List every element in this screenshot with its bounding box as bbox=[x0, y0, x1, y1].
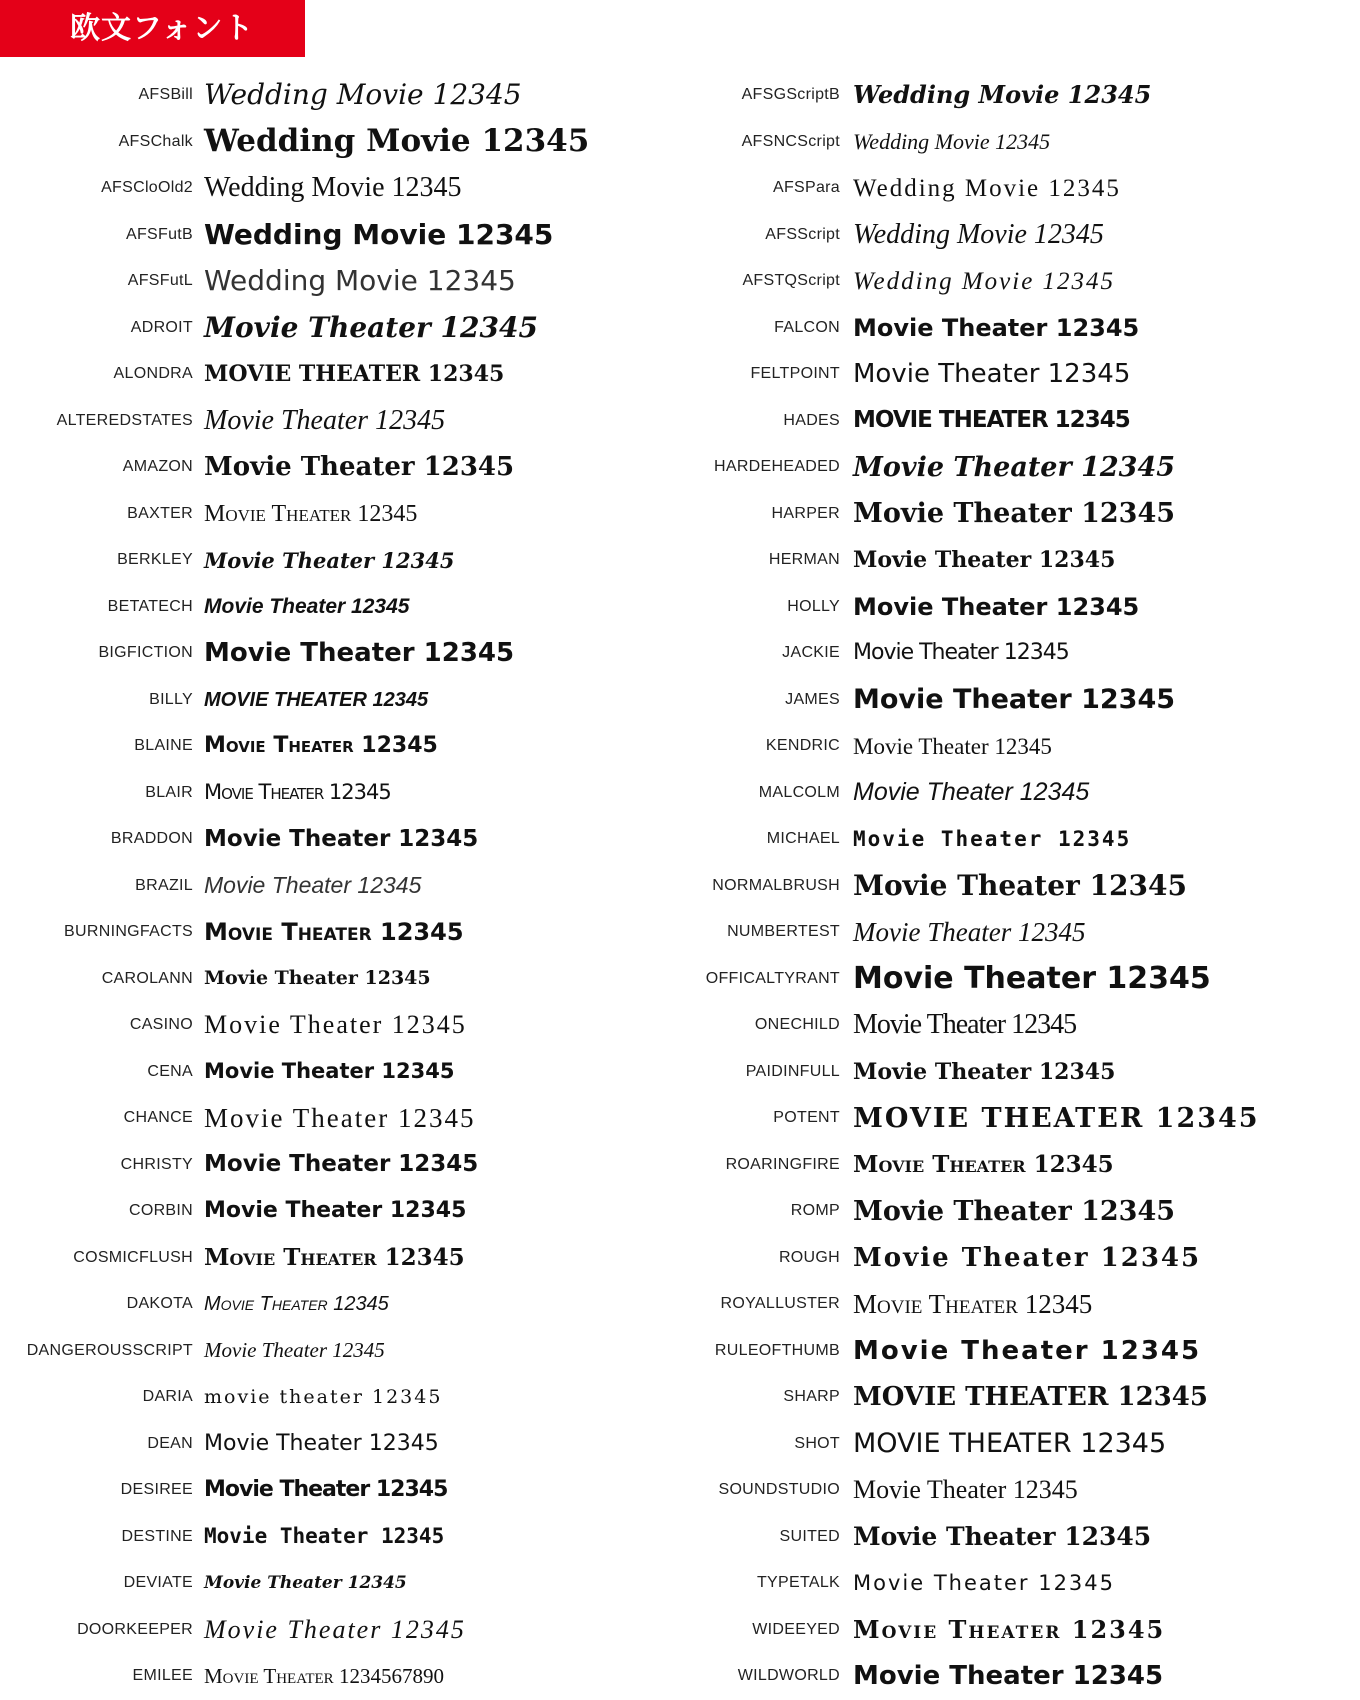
font-sample: Movie Theater 12345 bbox=[853, 451, 1176, 483]
font-name: WIDEEYED bbox=[752, 1620, 840, 1638]
font-name: NUMBERTEST bbox=[727, 923, 840, 941]
font-row bbox=[0, 444, 680, 491]
font-row bbox=[0, 398, 680, 445]
font-row bbox=[650, 956, 1330, 1003]
font-sample: MOVIE THEATER 12345 bbox=[853, 407, 1130, 434]
font-name: AFSScript bbox=[765, 225, 840, 243]
font-sample: Movie Theater 12345 bbox=[853, 1195, 1176, 1227]
font-row bbox=[650, 1467, 1330, 1514]
font-sample: Movie Theater 12345 bbox=[853, 1661, 1164, 1692]
font-name: JACKIE bbox=[782, 644, 840, 662]
font-row bbox=[650, 398, 1330, 445]
font-sample: Wedding Movie 12345 bbox=[853, 128, 1051, 154]
font-row bbox=[0, 1560, 680, 1607]
font-row bbox=[0, 1188, 680, 1235]
font-row bbox=[0, 72, 680, 119]
font-name: BERKLEY bbox=[117, 551, 193, 569]
font-sample: Movie Theater 12345 bbox=[204, 1102, 476, 1133]
font-sample: Movie Theater 12345 bbox=[853, 826, 1132, 851]
font-sample: Movie Theater 12345 bbox=[204, 1059, 455, 1084]
font-name: BAXTER bbox=[127, 504, 193, 522]
font-name: BURNINGFACTS bbox=[64, 923, 193, 941]
font-row bbox=[0, 537, 680, 584]
font-row bbox=[0, 258, 680, 305]
font-name: CHRISTY bbox=[120, 1155, 193, 1173]
left-font-list bbox=[0, 72, 680, 1700]
font-row bbox=[650, 1281, 1330, 1328]
font-sample: Movie Theater 12345 bbox=[204, 1477, 448, 1503]
font-name: DESTINE bbox=[121, 1527, 193, 1545]
font-row bbox=[0, 909, 680, 956]
font-name: DANGEROUSSCRIPT bbox=[26, 1341, 193, 1359]
font-name: ROMP bbox=[790, 1202, 840, 1220]
font-row bbox=[650, 258, 1330, 305]
font-row bbox=[650, 1421, 1330, 1468]
font-sample: Movie Theater 12345 bbox=[204, 310, 538, 344]
font-sample: Movie Theater 12345 bbox=[853, 592, 1140, 621]
font-name: POTENT bbox=[773, 1109, 840, 1127]
font-row bbox=[650, 863, 1330, 910]
font-name: DEVIATE bbox=[123, 1574, 193, 1592]
font-name: ADROIT bbox=[130, 318, 193, 336]
font-name: BIGFICTION bbox=[98, 644, 193, 662]
font-name: AFSFutL bbox=[127, 272, 193, 290]
font-name: AFSNCScript bbox=[741, 132, 840, 150]
font-name: CHANCE bbox=[123, 1109, 193, 1127]
font-name: OFFICALTYRANT bbox=[705, 969, 840, 987]
font-name: ONECHILD bbox=[754, 1016, 840, 1034]
font-sample: Movie Theater 12345 bbox=[853, 1288, 1093, 1319]
section-title-badge bbox=[0, 0, 305, 57]
font-sample: Movie Theater 12345 bbox=[204, 547, 455, 573]
font-sample: Movie Theater 12345 bbox=[204, 1572, 407, 1593]
font-name: TYPETALK bbox=[756, 1574, 840, 1592]
font-row bbox=[650, 723, 1330, 770]
font-row bbox=[650, 351, 1330, 398]
font-name: COSMICFLUSH bbox=[73, 1248, 193, 1266]
font-name: BRADDON bbox=[110, 830, 193, 848]
font-sample: Movie Theater 12345 bbox=[204, 1430, 439, 1456]
font-sample: Movie Theater 12345 bbox=[853, 1242, 1202, 1273]
font-name: ALTEREDSTATES bbox=[56, 411, 193, 429]
font-row bbox=[0, 630, 680, 677]
font-sample: MOVIE THEATER 12345 bbox=[853, 1428, 1167, 1460]
font-name: CASINO bbox=[129, 1016, 193, 1034]
font-row bbox=[0, 1235, 680, 1282]
font-name: FELTPOINT bbox=[750, 365, 840, 383]
font-name: JAMES bbox=[785, 690, 840, 708]
font-row bbox=[650, 165, 1330, 212]
font-sample: MOVIE THEATER 12345 bbox=[853, 1102, 1260, 1134]
font-name: CENA bbox=[147, 1062, 193, 1080]
font-name: SHOT bbox=[794, 1434, 840, 1452]
font-sample: Movie Theater 12345 bbox=[853, 547, 1116, 574]
font-row bbox=[650, 1514, 1330, 1561]
font-sample: Movie Theater 12345 bbox=[853, 733, 1052, 759]
font-row bbox=[650, 119, 1330, 166]
font-row bbox=[650, 1328, 1330, 1375]
font-sample: Movie Theater 12345 bbox=[853, 1009, 1077, 1041]
font-row bbox=[0, 165, 680, 212]
font-name: ALONDRA bbox=[113, 365, 193, 383]
font-sample: Wedding Movie 12345 bbox=[853, 267, 1116, 295]
font-name: CAROLANN bbox=[101, 969, 193, 987]
font-sample: Movie Theater 12345 bbox=[204, 872, 422, 899]
font-sample: Movie Theater 12345 bbox=[853, 1522, 1152, 1552]
font-row bbox=[0, 816, 680, 863]
font-row bbox=[650, 770, 1330, 817]
font-name: BETATECH bbox=[107, 597, 193, 615]
font-name: HADES bbox=[783, 411, 840, 429]
font-row bbox=[650, 816, 1330, 863]
font-sample: Movie Theater 1234567890 bbox=[204, 1663, 444, 1688]
font-sample: Movie Theater 12345 bbox=[204, 1338, 385, 1363]
font-row bbox=[0, 491, 680, 538]
font-name: DESIREE bbox=[120, 1481, 193, 1499]
font-row bbox=[0, 1653, 680, 1700]
font-row bbox=[650, 72, 1330, 119]
font-row bbox=[0, 1281, 680, 1328]
font-sample: Movie Theater 12345 bbox=[853, 916, 1086, 947]
font-sample: Movie Theater 12345 bbox=[853, 359, 1131, 390]
font-row bbox=[650, 1560, 1330, 1607]
font-sample: Movie Theater 12345 bbox=[853, 640, 1069, 666]
font-row bbox=[0, 770, 680, 817]
font-name: DARIA bbox=[142, 1388, 193, 1406]
font-row bbox=[0, 1607, 680, 1654]
font-sample: Movie Theater 12345 bbox=[853, 1058, 1116, 1085]
font-sample: Wedding Movie 12345 bbox=[204, 217, 554, 251]
font-row bbox=[650, 1049, 1330, 1096]
font-name: HARDEHEADED bbox=[714, 458, 840, 476]
font-row bbox=[0, 1374, 680, 1421]
font-sample: Movie Theater 12345 bbox=[853, 1614, 1166, 1644]
font-name: MALCOLM bbox=[758, 783, 840, 801]
font-name: DEAN bbox=[147, 1434, 193, 1452]
font-name: HOLLY bbox=[787, 597, 840, 615]
font-name: AFSChalk bbox=[118, 132, 193, 150]
font-name: PAIDINFULL bbox=[745, 1062, 840, 1080]
font-sample: Movie Theater 12345 bbox=[853, 1475, 1078, 1505]
font-sample: Movie Theater 12345 bbox=[204, 1198, 467, 1224]
font-name: SOUNDSTUDIO bbox=[718, 1481, 840, 1499]
font-sample: Movie Theater 12345 bbox=[853, 960, 1211, 996]
font-sample: Wedding Movie 12345 bbox=[204, 78, 522, 112]
font-name: WILDWORLD bbox=[737, 1667, 840, 1685]
font-row bbox=[0, 956, 680, 1003]
font-sample: Movie Theater 12345 bbox=[853, 1151, 1114, 1179]
font-row bbox=[0, 212, 680, 259]
font-name: AFSCloOld2 bbox=[101, 179, 193, 197]
font-sample: Movie Theater 12345 bbox=[853, 868, 1187, 902]
font-row bbox=[650, 212, 1330, 259]
font-sample: Movie Theater 12345 bbox=[853, 498, 1176, 530]
font-sample: Movie Theater 12345 bbox=[204, 1244, 465, 1272]
font-name: DAKOTA bbox=[126, 1295, 193, 1313]
font-name: ROARINGFIRE bbox=[725, 1155, 840, 1173]
font-row bbox=[0, 351, 680, 398]
font-sample: MOVIE THEATER 12345 bbox=[853, 1382, 1208, 1413]
font-sample: Movie Theater 12345 bbox=[853, 778, 1090, 807]
font-row bbox=[650, 1235, 1330, 1282]
font-sample: Movie Theater 12345 bbox=[853, 1335, 1202, 1366]
font-row bbox=[0, 1049, 680, 1096]
font-row bbox=[650, 305, 1330, 352]
font-row bbox=[0, 119, 680, 166]
font-row bbox=[650, 584, 1330, 631]
font-sample: Movie Theater 12345 bbox=[204, 500, 418, 527]
font-sample: Movie Theater 12345 bbox=[853, 313, 1140, 342]
font-row bbox=[0, 305, 680, 352]
section-title: 欧文フォント bbox=[70, 11, 255, 46]
font-sample: Wedding Movie 12345 bbox=[204, 123, 590, 160]
font-row bbox=[650, 677, 1330, 724]
font-name: MICHAEL bbox=[766, 830, 840, 848]
font-sample: Movie Theater 12345 bbox=[204, 1524, 445, 1549]
font-sample: Movie Theater 12345 bbox=[853, 684, 1176, 716]
font-name: ROUGH bbox=[778, 1248, 840, 1266]
font-row bbox=[0, 1142, 680, 1189]
font-sample: Movie Theater 12345 bbox=[204, 825, 479, 852]
font-name: DOORKEEPER bbox=[77, 1620, 193, 1638]
font-sample: Movie Theater 12345 bbox=[204, 918, 464, 947]
font-sample: Wedding Movie 12345 bbox=[853, 218, 1104, 250]
font-row bbox=[650, 491, 1330, 538]
font-row bbox=[0, 1467, 680, 1514]
right-font-list bbox=[650, 72, 1330, 1700]
font-sample: Movie Theater 12345 bbox=[204, 1010, 467, 1040]
font-row bbox=[650, 537, 1330, 584]
font-row bbox=[650, 1095, 1330, 1142]
font-sample: Movie Theater 12345 bbox=[204, 733, 438, 759]
font-name: BLAIR bbox=[145, 783, 193, 801]
font-sample: Movie Theater 12345 bbox=[204, 595, 410, 619]
font-name: AFSBill bbox=[138, 86, 193, 104]
font-sample: Movie Theater 12345 bbox=[204, 1614, 466, 1644]
font-name: SHARP bbox=[783, 1388, 840, 1406]
font-name: HARPER bbox=[771, 504, 840, 522]
font-name: ROYALLUSTER bbox=[720, 1295, 840, 1313]
font-name: AFSTQScript bbox=[742, 272, 840, 290]
font-name: BLAINE bbox=[134, 737, 193, 755]
font-row bbox=[0, 1514, 680, 1561]
font-sample: movie theater 12345 bbox=[204, 1385, 443, 1408]
font-sample: MOVIE THEATER 12345 bbox=[204, 361, 505, 388]
font-sample: Movie Theater 12345 bbox=[204, 780, 391, 805]
font-row bbox=[0, 723, 680, 770]
font-sample: Movie Theater 12345 bbox=[204, 404, 446, 436]
font-name: KENDRIC bbox=[765, 737, 840, 755]
font-sample: Movie Theater 12345 bbox=[204, 638, 515, 669]
font-row bbox=[0, 1002, 680, 1049]
font-sample: Wedding Movie 12345 bbox=[853, 80, 1152, 110]
font-row bbox=[650, 1142, 1330, 1189]
font-row bbox=[650, 1188, 1330, 1235]
font-name: AMAZON bbox=[122, 458, 193, 476]
font-row bbox=[0, 1421, 680, 1468]
font-row bbox=[650, 444, 1330, 491]
font-name: RULEOFTHUMB bbox=[714, 1341, 840, 1359]
font-sample: Movie Theater 12345 bbox=[204, 1293, 389, 1316]
font-row bbox=[650, 1002, 1330, 1049]
font-name: BRAZIL bbox=[135, 876, 193, 894]
font-row bbox=[0, 1328, 680, 1375]
font-row bbox=[650, 1653, 1330, 1700]
font-name: FALCON bbox=[774, 318, 840, 336]
font-name: SUITED bbox=[779, 1527, 840, 1545]
font-sample: Wedding Movie 12345 bbox=[204, 172, 462, 204]
font-row bbox=[0, 584, 680, 631]
font-sample: Wedding Movie 12345 bbox=[853, 174, 1121, 202]
font-row bbox=[650, 1374, 1330, 1421]
font-sample: Movie Theater 12345 bbox=[853, 1570, 1116, 1595]
font-name: NORMALBRUSH bbox=[712, 876, 840, 894]
font-sample: Movie Theater 12345 bbox=[204, 1151, 479, 1178]
font-sample: Wedding Movie 12345 bbox=[204, 264, 516, 298]
font-name: AFSGScriptB bbox=[741, 86, 840, 104]
font-row bbox=[650, 1607, 1330, 1654]
font-row bbox=[0, 1095, 680, 1142]
font-name: HERMAN bbox=[768, 551, 840, 569]
font-sample: Movie Theater 12345 bbox=[204, 967, 431, 990]
font-row bbox=[650, 630, 1330, 677]
font-name: AFSFutB bbox=[125, 225, 193, 243]
font-row bbox=[650, 909, 1330, 956]
font-sample: Movie Theater 12345 bbox=[204, 452, 515, 483]
font-name: BILLY bbox=[149, 690, 193, 708]
font-name: CORBIN bbox=[128, 1202, 193, 1220]
font-row bbox=[0, 863, 680, 910]
font-row bbox=[0, 677, 680, 724]
font-name: AFSPara bbox=[772, 179, 840, 197]
font-sample: MOVIE THEATER 12345 bbox=[204, 688, 429, 711]
font-name: EMILEE bbox=[132, 1667, 193, 1685]
